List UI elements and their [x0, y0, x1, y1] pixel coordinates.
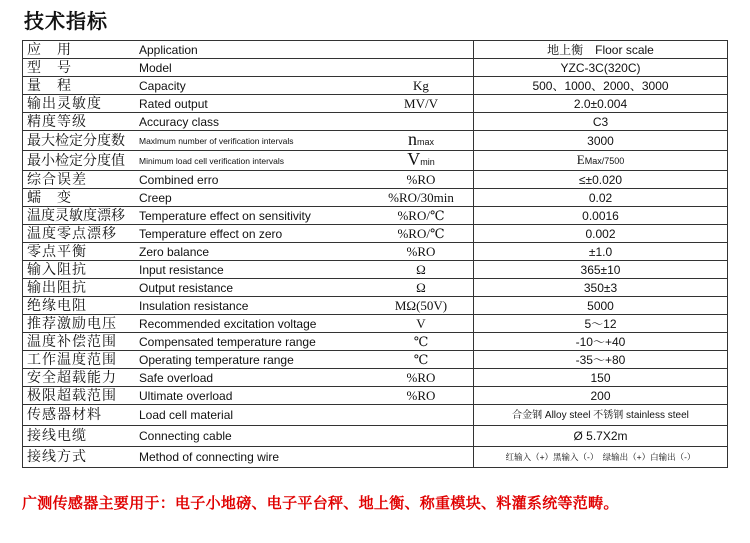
row-value: -35～+80: [474, 351, 728, 369]
row-value: 150: [474, 369, 728, 387]
row-label-cn: 最小检定分度值: [23, 151, 136, 171]
table-row: [23, 297, 728, 315]
row-value: YZC-3C(320C): [474, 59, 728, 77]
row-label-en: Creep: [135, 189, 369, 207]
table-row: [23, 279, 728, 297]
row-label-cn: 量 程: [23, 77, 136, 95]
row-unit: ℃: [369, 333, 474, 351]
row-label-en: Zero balance: [135, 243, 369, 261]
row-label-en: Ultimate overload: [135, 387, 369, 405]
row-label-cn: 工作温度范围: [23, 351, 136, 369]
row-label-cn: 最大检定分度数: [23, 131, 136, 151]
row-label-en: Output resistance: [135, 279, 369, 297]
table-row: [23, 207, 728, 225]
row-value: C3: [474, 113, 728, 131]
row-value: 红输入（+）黑输入（-） 绿输出（+）白输出（-）: [474, 447, 728, 468]
row-value: ±1.0: [474, 243, 728, 261]
row-label-cn: 接线电缆: [23, 426, 136, 447]
row-label-cn: 输入阻抗: [23, 261, 136, 279]
row-unit: Kg: [369, 77, 474, 95]
row-label-cn: 温度零点漂移: [23, 225, 136, 243]
unit-subscript: min: [420, 157, 435, 167]
row-label-cn: 绝缘电阻: [23, 297, 136, 315]
row-label-en: Model: [135, 59, 369, 77]
row-label-cn: 接线方式: [23, 447, 136, 468]
row-value: 3000: [474, 131, 728, 151]
row-label-cn: 蠕 变: [23, 189, 136, 207]
row-value: 350±3: [474, 279, 728, 297]
row-label-en: Recommended excitation voltage: [135, 315, 369, 333]
value-symbol: E: [576, 152, 585, 167]
row-unit: V: [369, 315, 474, 333]
row-unit: [369, 59, 474, 77]
row-label-en: Temperature effect on zero: [135, 225, 369, 243]
row-label-cn: 安全超载能力: [23, 369, 136, 387]
table-row: [23, 225, 728, 243]
row-label-cn: 型 号: [23, 59, 136, 77]
row-unit: Ω: [369, 261, 474, 279]
row-label-cn: 精度等级: [23, 113, 136, 131]
table-row: [23, 315, 728, 333]
row-label-cn: 输出灵敏度: [23, 95, 136, 113]
row-unit: MΩ(50V): [369, 297, 474, 315]
row-unit: %RO: [369, 387, 474, 405]
row-label-en: Temperature effect on sensitivity: [135, 207, 369, 225]
row-label-cn: 综合误差: [23, 171, 136, 189]
table-row: [23, 131, 728, 151]
row-label-en: Combined erro: [135, 171, 369, 189]
row-label-cn: 零点平衡: [23, 243, 136, 261]
row-unit: [369, 151, 474, 171]
table-row: [23, 151, 728, 171]
row-label-en: Maxlmum number of verification intervals: [135, 131, 369, 151]
footer-note: 广测传感器主要用于：电子小地磅、电子平台秤、地上衡、称重模块、料灌系统等范畴。: [22, 494, 619, 512]
page-title: 技术指标: [24, 9, 108, 33]
table-row: [23, 59, 728, 77]
row-label-en: Safe overload: [135, 369, 369, 387]
row-value: 0.02: [474, 189, 728, 207]
row-label-en: Load cell material: [135, 405, 369, 426]
row-value: -10～+40: [474, 333, 728, 351]
row-value: 5000: [474, 297, 728, 315]
row-unit: %RO/℃: [369, 225, 474, 243]
row-value: 0.0016: [474, 207, 728, 225]
row-value: 365±10: [474, 261, 728, 279]
row-unit: [369, 426, 474, 447]
table-row: [23, 261, 728, 279]
row-label-en: Capacity: [135, 77, 369, 95]
row-label-en: Insulation resistance: [135, 297, 369, 315]
row-unit: %RO/30min: [369, 189, 474, 207]
row-unit: [369, 405, 474, 426]
table-row: [23, 189, 728, 207]
row-value: [474, 151, 728, 171]
unit-symbol: n: [407, 130, 417, 149]
row-label-cn: 温度补偿范围: [23, 333, 136, 351]
unit-subscript: max: [416, 137, 434, 147]
table-row: [23, 387, 728, 405]
row-label-cn: 传感器材料: [23, 405, 136, 426]
row-label-cn: 应 用: [23, 41, 136, 59]
value-subscript: Max/7500: [584, 156, 625, 166]
row-unit: %RO/℃: [369, 207, 474, 225]
row-unit: [369, 41, 474, 59]
row-unit: %RO: [369, 243, 474, 261]
row-label-en: Connecting cable: [135, 426, 369, 447]
row-value: 5～12: [474, 315, 728, 333]
row-value: Ø 5.7X2m: [474, 426, 728, 447]
row-unit: [369, 131, 474, 151]
table-row: [23, 369, 728, 387]
row-unit: [369, 113, 474, 131]
table-row: [23, 447, 728, 468]
table-row: [23, 243, 728, 261]
table-row: [23, 351, 728, 369]
row-unit: %RO: [369, 369, 474, 387]
row-label-en: Operating temperature range: [135, 351, 369, 369]
row-value: 2.0±0.004: [474, 95, 728, 113]
row-label-en: Method of connecting wire: [135, 447, 369, 468]
row-unit: %RO: [369, 171, 474, 189]
row-value: ≤±0.020: [474, 171, 728, 189]
table-row: [23, 405, 728, 426]
row-value: 地上衡 Floor scale: [474, 41, 728, 59]
row-label-cn: 推荐激励电压: [23, 315, 136, 333]
row-unit: MV/V: [369, 95, 474, 113]
row-unit: [369, 447, 474, 468]
row-unit: ℃: [369, 351, 474, 369]
row-label-cn: 输出阻抗: [23, 279, 136, 297]
table-row: [23, 41, 728, 59]
row-value: 合金钢 Alloy steel 不锈钢 stainless steel: [474, 405, 728, 426]
unit-symbol: V: [407, 150, 421, 169]
row-value: 200: [474, 387, 728, 405]
row-label-en: Accuracy class: [135, 113, 369, 131]
row-label-en: Rated output: [135, 95, 369, 113]
row-label-en: Minimum load cell verification intervals: [135, 151, 369, 171]
row-label-en: Input resistance: [135, 261, 369, 279]
table-row: [23, 113, 728, 131]
row-unit: Ω: [369, 279, 474, 297]
row-value: 0.002: [474, 225, 728, 243]
row-label-en: Application: [135, 41, 369, 59]
row-value: 500、1000、2000、3000: [474, 77, 728, 95]
table-row: [23, 426, 728, 447]
row-label-en: Compensated temperature range: [135, 333, 369, 351]
row-label-cn: 极限超载范围: [23, 387, 136, 405]
spec-table: [22, 40, 728, 468]
table-row: [23, 95, 728, 113]
table-row: [23, 333, 728, 351]
row-label-cn: 温度灵敏度漂移: [23, 207, 136, 225]
table-row: [23, 77, 728, 95]
table-row: [23, 171, 728, 189]
